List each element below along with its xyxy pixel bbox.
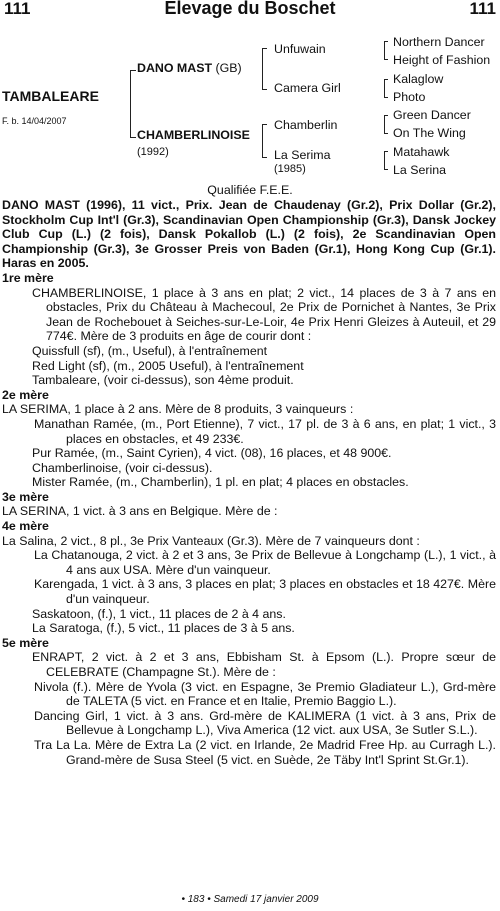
progeny-item: Quissfull (sf), (m., Useful), à l'entraînement [32,343,268,358]
horse-name: TAMBALEARE [2,88,99,104]
page-footer: • 183 • Samedi 17 janvier 2009 [181,894,319,905]
granddam-2-year: (1985) [274,163,306,175]
ggs-4: Photo [393,90,426,104]
ggs-2: Height of Fashion [393,53,491,67]
section-third-dam: 3e mère [2,489,49,504]
dam-year: (1992) [137,146,169,158]
progeny-item: Saskatoon, (f.), 1 vict., 11 places de 2 à 4 ans. [32,606,286,621]
progeny-item: Nivola (f.). Mère de Yvola (3 vict. en Espagne, 3e Premio Gladiateur L.), Grd-mère de TALETA (5 vict. en France et en Italie, Premio Baggio L.). [34,679,496,709]
sire-name: DANO MAST (GB) [137,61,242,75]
granddam-2: La Serima [274,148,331,162]
first-dam-record: CHAMBERLINOISE, 1 place à 3 ans en plat; 2 vict., 14 places de 3 à 7 ans en obstacles, Prix du Château à Machecoul, 2e Prix de Pornichet à Nantes, 3e Prix Jean de Rochebouet à Seiches-sur-Le-Loir, 4e Prix Henri Gleizes à Auteuil, et 29 774€. Mère de 3 produits en âge de courir dont : [32,285,496,344]
progeny-item: Red Light (sf), (m., 2005 Useful), à l'entraînement [32,358,304,373]
granddam-1: Camera Girl [274,81,341,95]
grandsire-2: Chamberlin [274,118,338,132]
progeny-item: La Saratoga, (f.), 5 vict., 11 places de 3 à 5 ans. [32,621,295,636]
ggs-6: On The Wing [393,126,466,140]
section-fifth-dam: 5e mère [2,635,49,650]
section-fourth-dam: 4e mère [2,519,49,534]
page-number-left: 111 [4,0,31,18]
ggs-8: La Serina [393,163,447,177]
horse-info: F. b. 14/04/2007 [2,116,67,126]
progeny-item: Karengada, 1 vict. à 3 ans, 3 places en plat; 3 places en obstacles et 18 427€. Mère d'un vainqueur. [34,577,496,607]
progeny-item: Pur Ramée, (m., Saint Cyrien), 4 vict. (08), 16 places, et 48 900€. [32,446,392,461]
progeny-item: Mister Ramée, (m., Chamberlin), 1 pl. en plat; 4 places en obstacles. [32,475,409,490]
ggs-3: Kalaglow [393,72,444,86]
grandsire-1: Unfuwain [274,42,326,56]
progeny-item: Tra La La. Mère de Extra La (2 vict. en Irlande, 2e Madrid Free Hp. au Curragh L.). Grand-mère de Susa Steel (5 vict. en Suède, 2e Täby Int'l Sprint St.Gr.1). [34,737,496,767]
catalog-body [2,198,496,767]
section-second-dam: 2e mère [2,387,49,402]
progeny-item: Dancing Girl, 1 vict. à 3 ans. Grd-mère de KALIMERA (1 vict. à 3 ans, Prix de Bellevue à Longchamp L.), Viva America (12 vict. aux USA, 3e Sutler S.L.). [34,708,496,738]
fourth-dam-record: La Salina, 2 vict., 8 pl., 3e Prix Vanteaux (Gr.3). Mère de 7 vainqueurs dont : [2,533,420,548]
second-dam-record: LA SERIMA, 1 place à 2 ans. Mère de 8 produits, 3 vainqueurs : [2,402,354,417]
qualification: Qualifiée F.E.E. [207,183,293,197]
progeny-item: La Chatanouga, 2 vict. à 2 et 3 ans, 3e Prix de Bellevue à Longchamp (L.), 1 vict., à 4 ans aux USA. Mère d'un vainqueur. [34,548,496,577]
progeny-item: Manathan Ramée, (m., Port Etienne), 7 vict., 17 pl. de 3 à 6 ans, en plat; 1 vict., 3 places en obstacles, et 49 233€. [34,416,496,446]
ggs-1: Northern Dancer [393,35,485,49]
section-first-dam: 1re mère [2,270,54,285]
ggs-5: Green Dancer [393,108,471,122]
page-number-right: 111 [469,0,496,18]
sire-record: DANO MAST (1996), 11 vict., Prix. Jean de Chaudenay (Gr.2), Prix Dollar (Gr.2), Stockholm Cup Int'l (Gr.3), Scandinavian Open Championship (Gr.3), Dansk Jockey Club Cup (L.) (2 fois), Dansk Pokallob (L.) (2 fois), 2e Scandinavian Open Championship (Gr.3), 3e Grosser Preis von Baden (Gr.1), Hong Kong Cup (Gr.1). Haras en 2005. [2,198,496,271]
ggs-7: Matahawk [393,145,450,159]
progeny-item: Chamberlinoise, (voir ci-dessus). [32,460,213,475]
dam-name: CHAMBERLINOISE [137,128,250,142]
fifth-dam-record: ENRAPT, 2 vict. à 2 et 3 ans, Ebbisham St. à Epsom (L.). Propre sœur de CELEBRATE (Champagne St.). Mère de : [32,650,496,679]
progeny-item: Tambaleare, (voir ci-dessus), son 4ème produit. [32,373,294,388]
page-title: Elevage du Boschet [164,0,336,18]
third-dam-record: LA SERINA, 1 vict. à 3 ans en Belgique. Mère de : [2,504,278,519]
